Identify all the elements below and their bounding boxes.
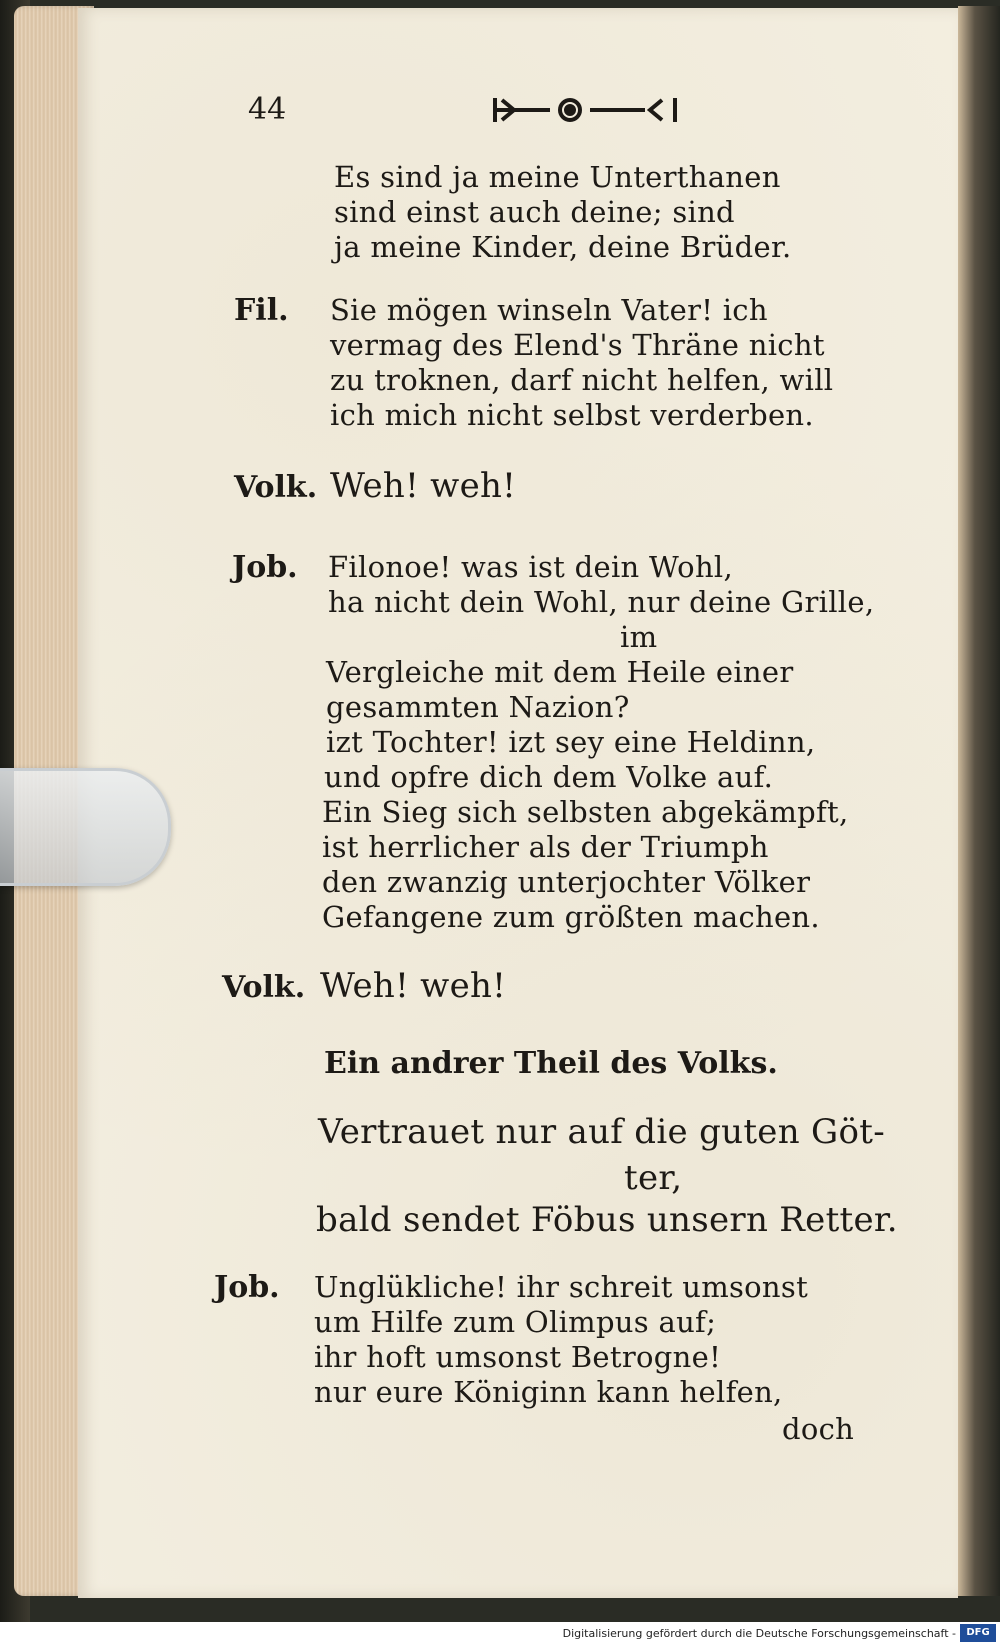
text-line: sind einst auch deine; sind xyxy=(334,195,735,229)
text-line: gesammten Nazion? xyxy=(326,690,630,724)
text-line: Unglükliche! ihr schreit umsonst xyxy=(314,1270,809,1304)
text-line: Vergleiche mit dem Heile einer xyxy=(326,655,794,689)
text-line: ter, xyxy=(624,1158,683,1198)
text-line: ich mich nicht selbst verderben. xyxy=(330,398,814,432)
text-line: ha nicht dein Wohl, nur deine Grille, xyxy=(328,585,875,619)
dfg-logo: DFG xyxy=(960,1624,996,1642)
text-line: ist herrlicher als der Triumph xyxy=(322,830,769,864)
text-line: vermag des Elend's Thräne nicht xyxy=(330,328,825,362)
text-line: doch xyxy=(782,1412,855,1446)
text-line: im xyxy=(620,620,658,654)
page-clip xyxy=(0,768,171,886)
page-number: 44 xyxy=(248,92,287,127)
text-line: den zwanzig unterjochter Völker xyxy=(322,865,811,899)
speaker-label: Fil. xyxy=(234,293,289,328)
stage-direction: Ein andrer Theil des Volks. xyxy=(324,1046,778,1081)
text-line: Ein Sieg sich selbsten abgekämpft, xyxy=(322,795,849,829)
text-line: um Hilfe zum Olimpus auf; xyxy=(314,1305,717,1339)
ornament-icon xyxy=(490,90,680,130)
speaker-label: Job. xyxy=(232,550,298,585)
text-line: ihr hoft umsonst Betrogne! xyxy=(314,1340,722,1374)
text-line: Filonoe! was ist dein Wohl, xyxy=(328,550,734,584)
text-line: Weh! weh! xyxy=(320,966,507,1006)
text-line: zu troknen, darf nicht helfen, will xyxy=(330,363,834,397)
text-line: Es sind ja meine Unterthanen xyxy=(334,160,781,194)
right-page-edge xyxy=(958,6,1000,1596)
speaker-label: Volk. xyxy=(222,970,306,1005)
text-line: Sie mögen winseln Vater! ich xyxy=(330,293,768,327)
text-line: izt Tochter! izt sey eine Heldinn, xyxy=(326,725,816,759)
speaker-label: Volk. xyxy=(234,470,318,505)
text-line: ja meine Kinder, deine Brüder. xyxy=(334,230,792,264)
speaker-label: Job. xyxy=(214,1270,280,1305)
text-line: und opfre dich dem Volke auf. xyxy=(324,760,774,794)
footer-text: Digitalisierung gefördert durch die Deutsche Forschungsgemeinschaft - xyxy=(562,1627,956,1640)
text-line: nur eure Königinn kann helfen, xyxy=(314,1375,783,1409)
text-line: Weh! weh! xyxy=(330,466,517,506)
text-line: bald sendet Föbus unsern Retter. xyxy=(316,1200,898,1240)
text-line: Vertrauet nur auf die guten Göt- xyxy=(318,1112,885,1152)
text-line: Gefangene zum größten machen. xyxy=(322,900,820,934)
